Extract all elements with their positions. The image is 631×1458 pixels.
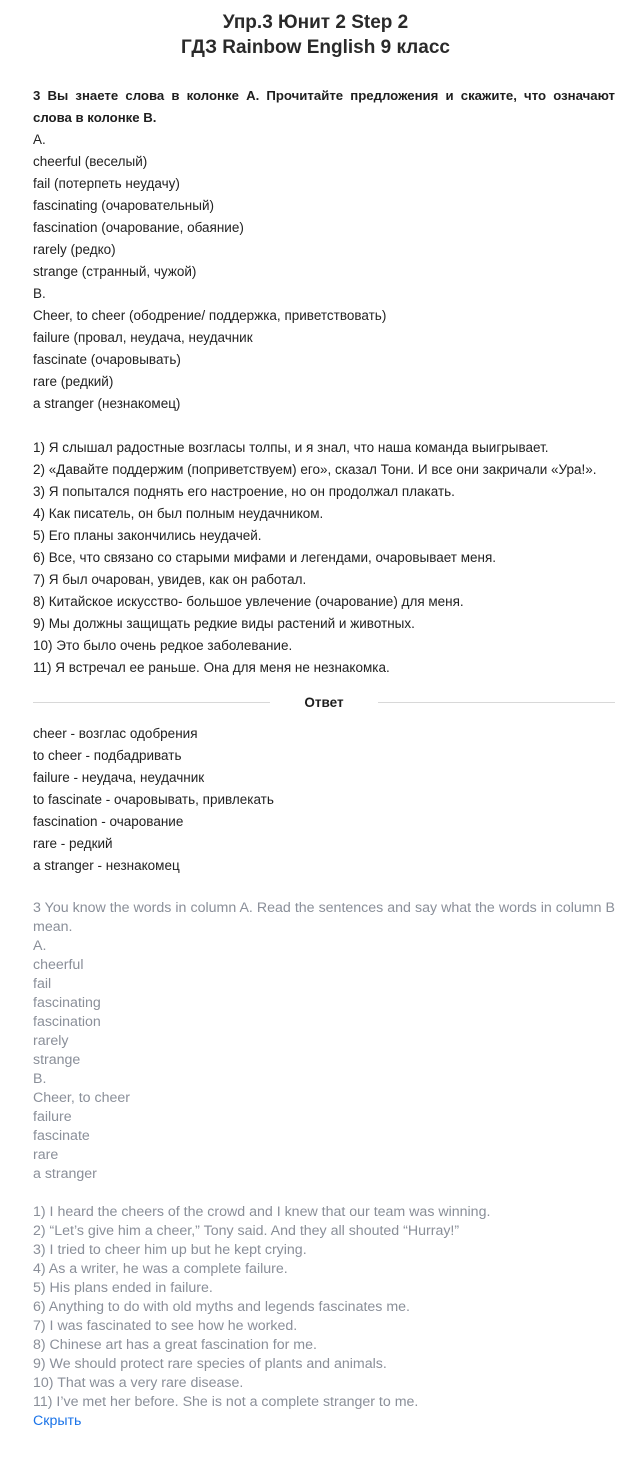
english-column-a-item: strange [33, 1052, 81, 1068]
column-a-item: cheerful (веселый) [33, 154, 148, 169]
exercise-content [0, 85, 631, 1431]
english-task-text: 3 You know the words in column A. Read the sentences and say what the words in column B mean. [33, 900, 615, 935]
english-column-a-item: cheerful [33, 957, 84, 973]
answer-item: to fascinate - очаровывать, привлекать [33, 792, 274, 807]
english-column-b-item: Cheer, to cheer [33, 1090, 131, 1106]
column-b-item: rare (редкий) [33, 374, 114, 389]
sentence: 10) Это было очень редкое заболевание. [33, 638, 293, 653]
sentence: 8) Китайское искусство- большое увлечение (очарование) для меня. [33, 594, 464, 609]
column-b-item: Cheer, to cheer (ободрение/ поддержка, приветствовать) [33, 308, 387, 323]
sentence: 5) Его планы закончились неудачей. [33, 528, 262, 543]
english-column-b-label: B. [33, 1071, 47, 1087]
answer-item: rare - редкий [33, 836, 113, 851]
english-column-b-item: rare [33, 1147, 59, 1163]
sentence: 9) Мы должны защищать редкие виды растений и животных. [33, 616, 415, 631]
sentence: 7) Я был очарован, увидев, как он работал. [33, 572, 307, 587]
column-b-item: fascinate (очаровывать) [33, 352, 181, 367]
sentence: 4) Как писатель, он был полным неудачником. [33, 506, 324, 521]
column-b-item: a stranger (незнакомец) [33, 396, 181, 411]
column-a-ru [33, 129, 615, 283]
english-sentence: 1) I heard the cheers of the crowd and I knew that our team was winning. [33, 1204, 491, 1220]
answer-item: cheer - возглас одобрения [33, 726, 198, 741]
spacer [33, 1184, 615, 1203]
sentence: 6) Все, что связано со старыми мифами и легендами, очаровывает меня. [33, 550, 497, 565]
english-sentence: 4) As a writer, he was a complete failure. [33, 1261, 288, 1277]
hide-link[interactable]: Скрыть [33, 1413, 82, 1429]
column-b-label: B. [33, 286, 46, 301]
sentence: 11) Я встречал ее раньше. Она для меня не незнакомка. [33, 660, 390, 675]
english-sentence: 9) We should protect rare species of plants and animals. [33, 1356, 387, 1372]
english-column-a-item: fascinating [33, 995, 101, 1011]
english-column-a-item: fail [33, 976, 52, 992]
sentence: 1) Я слышал радостные возгласы толпы, и я знал, что наша команда выигрывает. [33, 440, 549, 455]
answer-item: to cheer - подбадривать [33, 748, 182, 763]
english-sentence: 2) “Let’s give him a cheer,” Tony said. And they all shouted “Hurray!” [33, 1223, 460, 1239]
task-text: 3 Вы знаете слова в колонке А. Прочитайте предложения и скажите, что означают слова в колонке В. [33, 88, 615, 125]
english-sentence: 5) His plans ended in failure. [33, 1280, 213, 1296]
column-a-item: fascinating (очаровательный) [33, 198, 214, 213]
english-column-b-item: fascinate [33, 1128, 90, 1144]
answer-item: fascination - очарование [33, 814, 184, 829]
page-title-line-2: ГДЗ Rainbow English 9 класс [181, 37, 450, 58]
divider-line-left [33, 702, 270, 703]
english-sentence: 7) I was fascinated to see how he worked. [33, 1318, 298, 1334]
english-sentence: 8) Chinese art has a great fascination for me. [33, 1337, 317, 1353]
spacer [33, 415, 615, 437]
sentence: 3) Я попытался поднять его настроение, но он продолжал плакать. [33, 484, 455, 499]
answer-item: failure - неудача, неудачник [33, 770, 205, 785]
page-title-line-1: Упр.3 Юнит 2 Step 2 [222, 12, 409, 33]
column-a-label: A. [33, 132, 46, 147]
column-b-ru [33, 283, 615, 415]
english-sentence: 6) Anything to do with old myths and legends fascinates me. [33, 1299, 410, 1315]
column-a-item: strange (странный, чужой) [33, 264, 197, 279]
english-column-a-label: A. [33, 938, 47, 954]
divider-line-right [378, 702, 615, 703]
sentence: 2) «Давайте поддержим (поприветствуем) его», сказал Тони. И все они закричали «Ура!». [33, 462, 597, 477]
answer-heading: Ответ [304, 694, 344, 710]
english-column-a-item: fascination [33, 1014, 101, 1030]
english-column-a-item: rarely [33, 1033, 69, 1049]
answer-item: a stranger - незнакомец [33, 858, 180, 873]
column-b-item: failure (провал, неудача, неудачник [33, 330, 253, 345]
english-sentence: 3) I tried to cheer him up but he kept crying. [33, 1242, 307, 1258]
sentences-ru [33, 437, 615, 679]
column-a-item: rarely (редко) [33, 242, 116, 257]
column-a-item: fail (потерпеть неудачу) [33, 176, 180, 191]
page-title [0, 0, 631, 60]
english-column-b-item: failure [33, 1109, 72, 1125]
column-a-item: fascination (очарование, обаяние) [33, 220, 244, 235]
english-original [33, 899, 615, 1412]
english-sentence: 10) That was a very rare disease. [33, 1375, 244, 1391]
english-column-b-item: a stranger [33, 1166, 97, 1182]
answer-list [33, 723, 615, 877]
answer-divider [33, 691, 615, 713]
english-sentence: 11) I’ve met her before. She is not a complete stranger to me. [33, 1394, 419, 1410]
